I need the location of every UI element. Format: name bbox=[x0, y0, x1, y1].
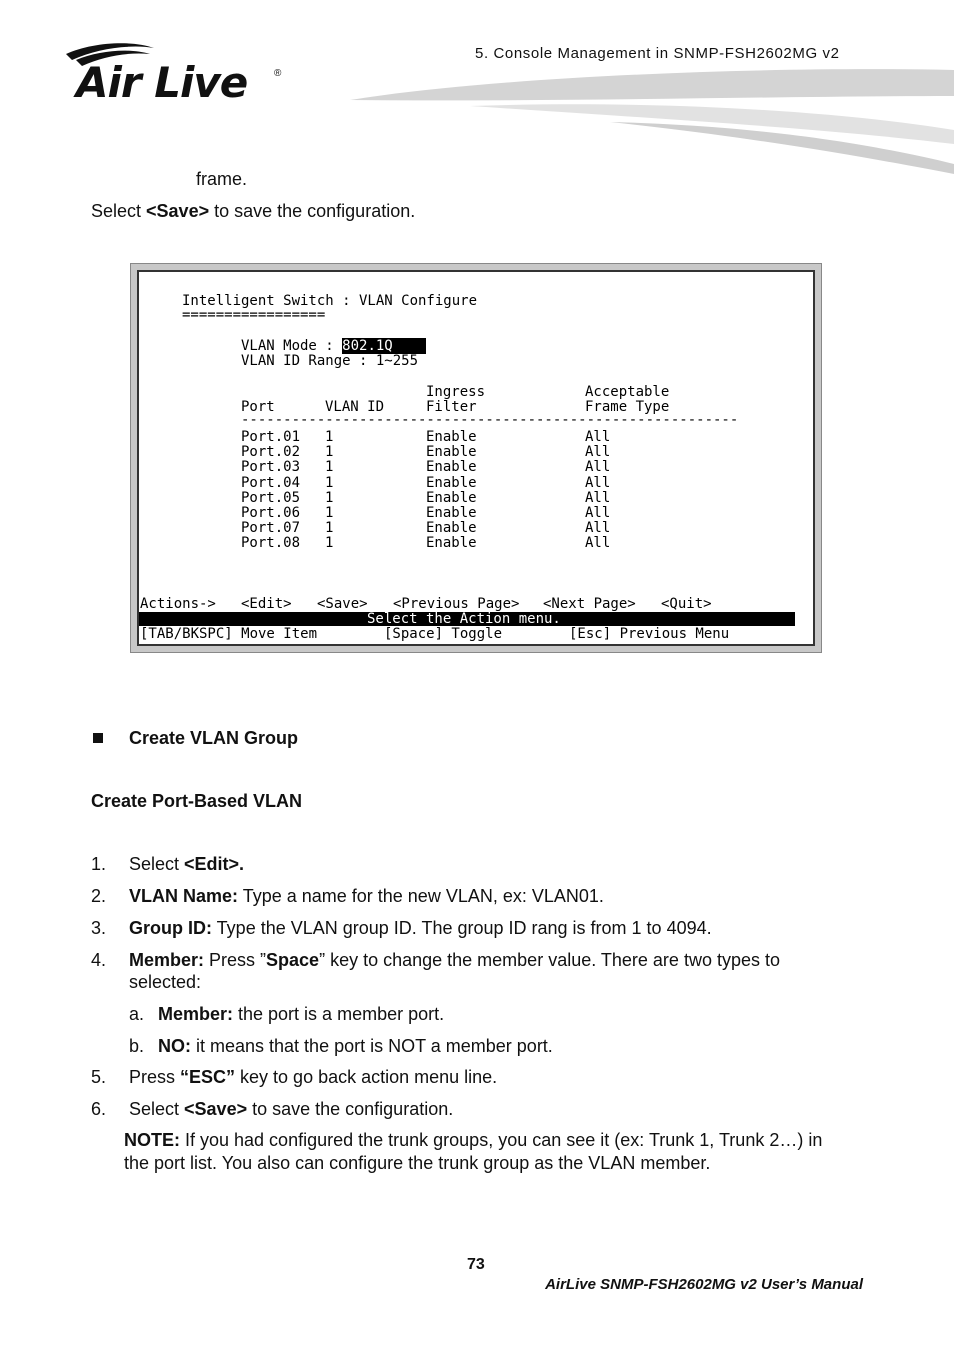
step-text: Press ” bbox=[204, 950, 267, 970]
note-label: NOTE: bbox=[124, 1130, 180, 1150]
intro-select-suffix: to save the configuration. bbox=[209, 201, 416, 221]
substep-letter: a. bbox=[129, 1004, 145, 1024]
vlan-id-range: VLAN ID Range : 1~255 bbox=[241, 353, 419, 369]
action-previous-page[interactable]: <Previous Page> bbox=[393, 596, 520, 612]
step-keyword: VLAN Name: bbox=[129, 886, 239, 906]
vlan-mode-line bbox=[241, 339, 426, 354]
help-toggle: [Space] Toggle bbox=[384, 626, 503, 642]
note-text: If you had configured the trunk groups, you can see it (ex: Trunk 1, Trunk 2…) in bbox=[180, 1130, 823, 1150]
action-save[interactable]: <Save> bbox=[317, 596, 368, 612]
terminal-screen bbox=[137, 270, 815, 646]
vlan-row-ingress[interactable]: Enable bbox=[426, 459, 477, 476]
help-move-item: [TAB/BKSPC] Move Item bbox=[140, 626, 318, 642]
action-quit[interactable]: <Quit> bbox=[661, 596, 712, 612]
vlan-row-port: Port.03 bbox=[241, 459, 301, 476]
vlan-row-ingress[interactable]: Enable bbox=[426, 520, 477, 537]
vlan-row-frame[interactable]: All bbox=[585, 520, 611, 537]
col-frame-line2: Frame Type bbox=[585, 399, 670, 415]
step-number: 5. bbox=[91, 1067, 107, 1087]
vlan-row-port: Port.08 bbox=[241, 535, 301, 552]
vlan-row-frame[interactable]: All bbox=[585, 429, 611, 445]
step-text: ” key to change the member value. There are two types to bbox=[319, 950, 780, 970]
step-keyword: <Save> bbox=[184, 1099, 248, 1119]
step-2 bbox=[91, 885, 604, 907]
vlan-mode-value[interactable]: 802.1Q bbox=[342, 338, 427, 354]
vlan-row-ingress[interactable]: Enable bbox=[426, 474, 477, 491]
step-text: Select bbox=[129, 854, 185, 874]
step-3 bbox=[91, 917, 712, 939]
step-number: 4. bbox=[91, 950, 107, 970]
section-subheading: Create Port-Based VLAN bbox=[91, 791, 303, 811]
step-text: Press bbox=[129, 1067, 181, 1087]
vlan-row-frame[interactable]: All bbox=[585, 489, 611, 506]
step-number: 6. bbox=[91, 1099, 107, 1119]
step-keyword: Member: bbox=[129, 950, 205, 970]
step-number: 2. bbox=[91, 886, 107, 906]
step-keyword: Group ID: bbox=[129, 918, 212, 938]
intro-select-line bbox=[91, 200, 415, 222]
vlan-row-frame[interactable]: All bbox=[585, 535, 611, 552]
substep-b bbox=[129, 1035, 553, 1057]
step-text: Type the VLAN group ID. The group ID rang is from 1 to 4094. bbox=[212, 918, 712, 938]
page-number: 73 bbox=[467, 1256, 485, 1273]
header-swoosh bbox=[350, 66, 954, 176]
vlan-row-ingress[interactable]: Enable bbox=[426, 489, 477, 506]
step-text: to save the configuration. bbox=[247, 1099, 454, 1119]
step-6 bbox=[91, 1098, 453, 1120]
chapter-header: 5. Console Management in SNMP-FSH2602MG v2 bbox=[475, 45, 840, 62]
step-5 bbox=[91, 1066, 497, 1088]
vlan-row-frame[interactable]: All bbox=[585, 444, 611, 461]
intro-line: frame. bbox=[196, 169, 248, 189]
vlan-row-vid[interactable]: 1 bbox=[325, 489, 334, 506]
section-heading: Create VLAN Group bbox=[129, 728, 299, 748]
airlive-logo bbox=[62, 40, 292, 110]
intro-save-keyword: <Save> bbox=[146, 201, 210, 221]
vlan-row-port: Port.05 bbox=[241, 489, 301, 506]
terminal-title-underline: ================= bbox=[182, 307, 326, 323]
vlan-row-frame[interactable]: All bbox=[585, 459, 611, 476]
step-text: Select bbox=[129, 1099, 185, 1119]
vlan-row-vid[interactable]: 1 bbox=[325, 444, 334, 461]
vlan-row-ingress[interactable]: Enable bbox=[426, 444, 477, 461]
vlan-row-vid[interactable]: 1 bbox=[325, 474, 334, 491]
step-4-continued: selected: bbox=[129, 972, 202, 992]
step-text: Type a name for the new VLAN, ex: VLAN01. bbox=[238, 886, 604, 906]
vlan-row-port: Port.04 bbox=[241, 474, 301, 491]
table-divider: ----------------------------------------------------------- bbox=[241, 412, 739, 428]
step-1 bbox=[91, 853, 244, 875]
vlan-row-vid[interactable]: 1 bbox=[325, 520, 334, 537]
vlan-row-port: Port.01 bbox=[241, 429, 301, 445]
vlan-row-vid[interactable]: 1 bbox=[325, 505, 334, 521]
vlan-mode-label: VLAN Mode : bbox=[241, 338, 343, 354]
action-edit[interactable]: <Edit> bbox=[241, 596, 292, 612]
note-line-2: the port list. You also can configure the trunk group as the VLAN member. bbox=[124, 1153, 711, 1173]
col-port: Port bbox=[241, 399, 275, 415]
vlan-row-vid[interactable]: 1 bbox=[325, 535, 334, 552]
manual-title: AirLive SNMP-FSH2602MG v2 User’s Manual bbox=[545, 1276, 863, 1293]
col-vlan-id: VLAN ID bbox=[325, 399, 385, 415]
vlan-row-vid[interactable]: 1 bbox=[325, 459, 334, 476]
step-number: 3. bbox=[91, 918, 107, 938]
section-bullet-icon bbox=[93, 733, 103, 743]
terminal-title: Intelligent Switch : VLAN Configure bbox=[182, 293, 478, 309]
vlan-row-port: Port.07 bbox=[241, 520, 301, 537]
vlan-row-port: Port.02 bbox=[241, 444, 301, 461]
col-ingress-line2: Filter bbox=[426, 399, 477, 415]
substep-keyword: Member: bbox=[158, 1004, 234, 1024]
vlan-row-ingress[interactable]: Enable bbox=[426, 429, 477, 445]
step-key-space: Space bbox=[266, 950, 320, 970]
substep-text: it means that the port is NOT a member port. bbox=[191, 1036, 553, 1056]
terminal-screenshot bbox=[130, 263, 822, 653]
substep-keyword: NO: bbox=[158, 1036, 191, 1056]
vlan-row-ingress[interactable]: Enable bbox=[426, 535, 477, 552]
actions-label: Actions-> bbox=[140, 596, 216, 612]
step-keyword: <Edit>. bbox=[184, 854, 245, 874]
vlan-row-ingress[interactable]: Enable bbox=[426, 505, 477, 521]
col-ingress-line1: Ingress bbox=[426, 384, 486, 400]
substep-a bbox=[129, 1003, 444, 1025]
step-4 bbox=[91, 949, 851, 971]
logo-text: Air Live bbox=[76, 58, 248, 107]
logo-registered-mark: ® bbox=[274, 68, 282, 79]
step-text: key to go back action menu line. bbox=[235, 1067, 498, 1087]
help-previous-menu: [Esc] Previous Menu bbox=[569, 626, 730, 642]
col-frame-line1: Acceptable bbox=[585, 384, 670, 400]
substep-text: the port is a member port. bbox=[233, 1004, 445, 1024]
intro-select-prefix: Select bbox=[91, 201, 147, 221]
action-next-page[interactable]: <Next Page> bbox=[543, 596, 636, 612]
vlan-row-vid[interactable]: 1 bbox=[325, 429, 334, 445]
vlan-row-frame[interactable]: All bbox=[585, 505, 611, 521]
status-message: Select the Action menu. bbox=[367, 611, 561, 627]
step-keyword: “ESC” bbox=[180, 1067, 236, 1087]
vlan-row-frame[interactable]: All bbox=[585, 474, 611, 491]
substep-letter: b. bbox=[129, 1036, 145, 1056]
step-number: 1. bbox=[91, 854, 107, 874]
vlan-row-port: Port.06 bbox=[241, 505, 301, 521]
note-line-1 bbox=[124, 1129, 884, 1151]
